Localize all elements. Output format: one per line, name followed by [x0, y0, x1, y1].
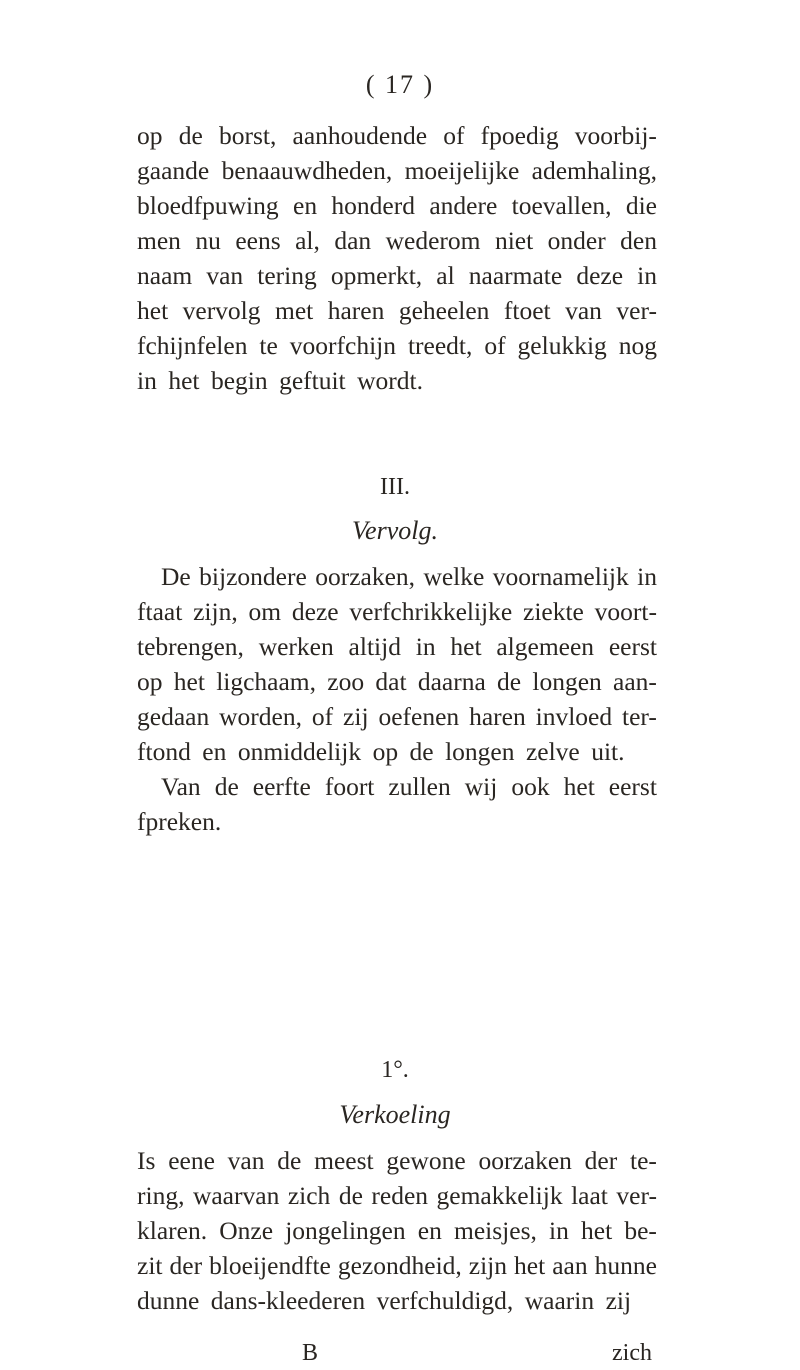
word: die: [625, 191, 657, 220]
word: gezondheid,: [337, 1251, 462, 1280]
text-line: [137, 328, 657, 363]
paragraph-2: [137, 559, 657, 769]
word: ligchaam,: [216, 667, 317, 696]
word: ftond: [137, 737, 191, 766]
word: longen: [532, 667, 602, 696]
word: laat: [571, 1181, 608, 1210]
word: het: [581, 1216, 613, 1245]
subsection-number: 1°.: [381, 1057, 409, 1083]
word: ring,: [137, 1181, 185, 1210]
word: den: [620, 226, 657, 255]
word: be-: [624, 1216, 657, 1245]
word: eerfte: [252, 772, 311, 801]
word: oorzaken: [478, 1146, 572, 1175]
word: deze: [291, 597, 339, 626]
word: werken: [258, 632, 334, 661]
paragraph-3: [137, 769, 657, 839]
word: de: [277, 1146, 302, 1175]
word: aan-: [613, 667, 657, 696]
word: te-: [629, 1146, 657, 1175]
word: op: [137, 121, 163, 150]
word: voornamelijk: [492, 562, 629, 591]
text-line: [137, 223, 657, 258]
word: gelukkig: [517, 331, 607, 360]
word: waarvan: [192, 1181, 280, 1210]
word: ziekte: [523, 597, 584, 626]
word: welke: [423, 562, 485, 591]
word: algemeen: [496, 632, 595, 661]
word: geheelen: [398, 296, 490, 325]
text-line: [137, 559, 657, 594]
word: al: [436, 261, 455, 290]
word: ver-: [616, 296, 657, 325]
text-line: [137, 363, 657, 398]
word: in: [637, 562, 657, 591]
word: voorfchijn: [289, 331, 396, 360]
word: niet: [494, 226, 534, 255]
word: moeijelijke: [404, 156, 520, 185]
text-line: [137, 804, 657, 839]
section-number: III.: [380, 474, 410, 500]
word: voorbij-: [574, 121, 657, 150]
word: in: [637, 261, 657, 290]
word: opmerkt,: [330, 261, 423, 290]
word: te: [259, 331, 278, 360]
word: invloed: [535, 702, 613, 731]
word: zullen: [388, 772, 451, 801]
word: toevallen,: [511, 191, 612, 220]
signature-mark: B: [302, 1340, 319, 1366]
word: geftuit: [279, 366, 346, 395]
word: het: [450, 632, 482, 661]
word: wederom: [385, 226, 481, 255]
word: het: [563, 772, 595, 801]
text-line: [137, 1143, 657, 1178]
word: al,: [295, 226, 320, 255]
word: op: [372, 737, 399, 766]
word: treedt,: [407, 331, 473, 360]
word: de: [178, 121, 203, 150]
word: benaauwdheden,: [221, 156, 393, 185]
word: voort-: [594, 597, 657, 626]
word: gaande: [137, 156, 210, 185]
word: en: [293, 191, 318, 220]
text-line: [137, 153, 657, 188]
text-line: [137, 188, 657, 223]
word: klaren.: [137, 1216, 208, 1245]
word: ook: [511, 772, 550, 801]
word: eerst: [608, 772, 657, 801]
text-line: [137, 769, 657, 804]
word: om: [248, 597, 282, 626]
word: onmiddelijk: [237, 737, 362, 766]
word: en: [417, 1216, 442, 1245]
word: tebrengen,: [137, 632, 244, 661]
catchword: zich: [612, 1340, 652, 1366]
word: zoo: [327, 667, 365, 696]
word: reden: [371, 1181, 429, 1210]
word: fpreken.: [137, 807, 222, 836]
word: jongelingen: [285, 1216, 406, 1245]
word: dunne: [137, 1286, 200, 1315]
word: van: [227, 1146, 265, 1175]
text-line: [137, 594, 657, 629]
word: oefenen: [378, 702, 460, 731]
word: het: [514, 1251, 546, 1280]
word: naarmate: [468, 261, 563, 290]
word: de: [409, 737, 434, 766]
word: Van: [161, 772, 201, 801]
word: of: [484, 331, 506, 360]
word: fpoedig: [480, 121, 559, 150]
word: hunne: [594, 1251, 657, 1280]
word: onder: [547, 226, 606, 255]
text-line: [137, 293, 657, 328]
word: wordt.: [357, 366, 423, 395]
word: bloedfpuwing: [137, 191, 279, 220]
word: Is: [137, 1146, 156, 1175]
word: ftoet: [503, 296, 551, 325]
word: altijd: [348, 632, 401, 661]
word: aanhoudende: [292, 121, 428, 150]
paragraph-1: [137, 118, 657, 398]
word: De: [161, 562, 191, 591]
subsection-title: Verkoeling: [339, 1100, 451, 1129]
text-line: [137, 1283, 657, 1318]
word: eene: [168, 1146, 215, 1175]
word: de: [338, 1181, 363, 1210]
word: der: [584, 1146, 618, 1175]
word: de: [214, 772, 239, 801]
word: der: [169, 1251, 203, 1280]
word: worden,: [219, 702, 302, 731]
word: foort: [324, 772, 375, 801]
word: uit.: [591, 737, 625, 766]
word: men: [137, 226, 181, 255]
text-line: [137, 664, 657, 699]
word: ftaat: [137, 597, 183, 626]
word: het: [168, 366, 200, 395]
word: zijn: [468, 1251, 508, 1280]
word: op: [137, 667, 163, 696]
word: bijzondere: [199, 562, 307, 591]
word: zij: [343, 702, 369, 731]
text-line: [137, 1248, 657, 1283]
word: eerst: [608, 632, 657, 661]
word: fchijnfelen: [137, 331, 248, 360]
word: deze: [576, 261, 624, 290]
word: meest: [314, 1146, 374, 1175]
word: haren: [469, 702, 526, 731]
word: en: [202, 737, 227, 766]
word: honderd: [331, 191, 415, 220]
word: naam: [137, 261, 193, 290]
word: nu: [195, 226, 221, 255]
word: longen: [445, 737, 515, 766]
text-line: [137, 1213, 657, 1248]
word: haren: [327, 296, 385, 325]
word: zelve: [525, 737, 580, 766]
text-line: [137, 258, 657, 293]
page-number: ( 17 ): [365, 70, 435, 99]
section-title: Vervolg.: [352, 516, 438, 545]
word: waarin: [524, 1286, 595, 1315]
word: zit: [137, 1251, 163, 1280]
word: vervolg: [182, 296, 261, 325]
paragraph-4: [137, 1143, 657, 1318]
word: of: [311, 702, 334, 731]
word: oorzaken,: [315, 562, 416, 591]
word: Onze: [219, 1216, 274, 1245]
word: gewone: [386, 1146, 466, 1175]
word: dan: [334, 226, 372, 255]
word: in: [137, 366, 157, 395]
word: in: [415, 632, 436, 661]
word: zich: [287, 1181, 331, 1210]
word: ver-: [616, 1181, 657, 1210]
word: borst,: [218, 121, 277, 150]
word: begin: [210, 366, 268, 395]
word: ademhaling,: [531, 156, 657, 185]
word: zijn,: [193, 597, 238, 626]
word: het: [137, 296, 169, 325]
word: gedaan: [137, 702, 210, 731]
word: eens: [235, 226, 281, 255]
word: het: [173, 667, 205, 696]
word: met: [275, 296, 314, 325]
text-line: [137, 118, 657, 153]
word: bloeijendfte: [209, 1251, 331, 1280]
word: dans-kleederen: [210, 1286, 366, 1315]
word: van: [206, 261, 244, 290]
word: gemakkelijk: [436, 1181, 563, 1210]
text-line: [137, 629, 657, 664]
word: daarna: [417, 667, 486, 696]
word: verfchuldigd,: [376, 1286, 514, 1315]
word: van: [565, 296, 602, 325]
word: ter-: [622, 702, 657, 731]
text-line: [137, 1178, 657, 1213]
text-line: [137, 734, 657, 769]
word: zij: [605, 1286, 632, 1315]
word: tering: [257, 261, 317, 290]
word: nog: [618, 331, 657, 360]
word: in: [549, 1216, 569, 1245]
word: de: [497, 667, 522, 696]
word: of: [443, 121, 465, 150]
word: aan: [552, 1251, 588, 1280]
word: wij: [464, 772, 498, 801]
word: verfchrikkelijke: [349, 597, 513, 626]
word: andere: [429, 191, 498, 220]
word: dat: [375, 667, 407, 696]
text-line: [137, 699, 657, 734]
word: meisjes,: [454, 1216, 537, 1245]
